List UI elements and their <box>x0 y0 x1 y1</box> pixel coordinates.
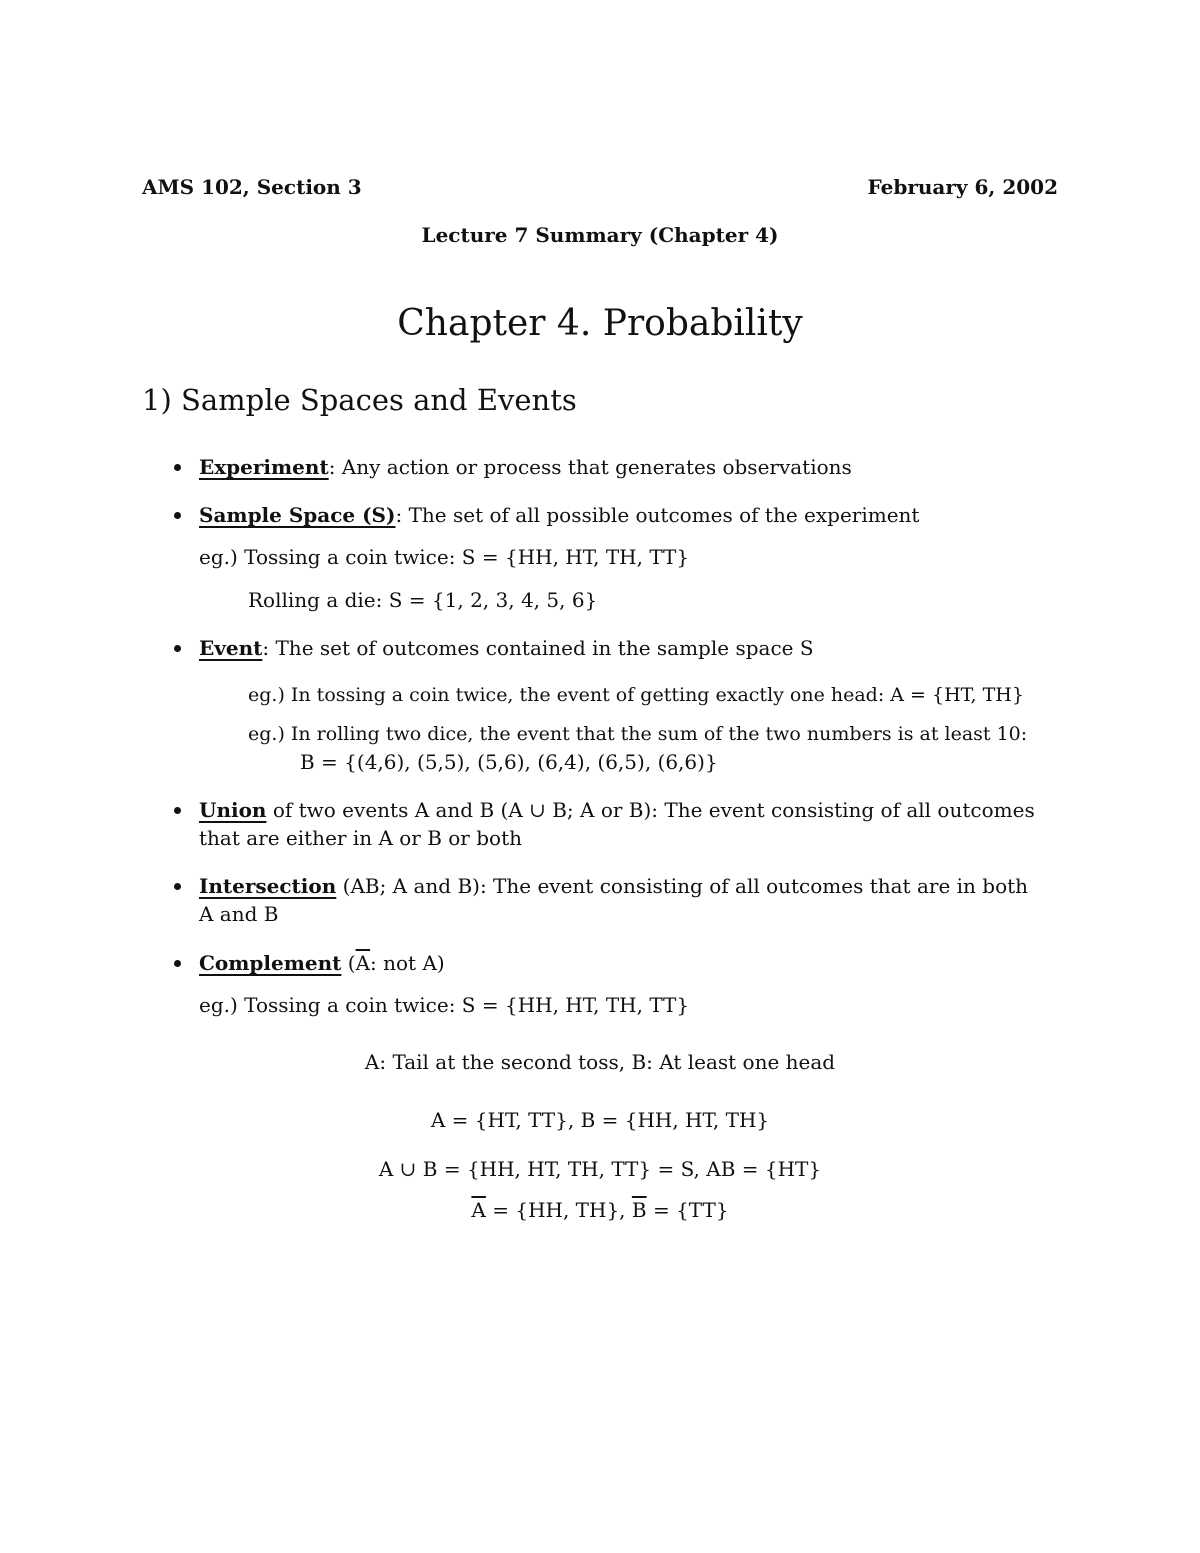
bullet-icon <box>174 512 181 519</box>
bullet-icon <box>174 883 181 890</box>
union-definition: of two events A and B (A ∪ B; A or B): The event consisting of all outcomes <box>266 798 1035 822</box>
item-complement <box>199 949 445 977</box>
item-experiment <box>199 453 852 481</box>
experiment-definition: : Any action or process that generates observations <box>328 455 852 479</box>
term-union: Union <box>199 798 267 822</box>
lecture-title: Lecture 7 Summary (Chapter 4) <box>421 223 779 247</box>
item-union <box>199 796 1035 824</box>
term-intersection: Intersection <box>199 874 337 898</box>
bullet-icon <box>174 645 181 652</box>
example-complements <box>0 1198 1200 1222</box>
complement-b-set: = {TT} <box>646 1198 729 1222</box>
example-event-definitions: A: Tail at the second toss, B: At least one head <box>364 1050 836 1074</box>
event-example-dice: eg.) In rolling two dice, the event that the sum of the two numbers is at least 10: <box>248 723 1028 745</box>
union-definition-cont: that are either in A or B or both <box>199 826 522 850</box>
term-experiment: Experiment <box>199 455 329 479</box>
sample-space-definition: : The set of all possible outcomes of the experiment <box>395 503 920 527</box>
complement-paren-open: ( <box>341 951 356 975</box>
bullet-icon <box>174 807 181 814</box>
intersection-definition-cont: A and B <box>199 902 279 926</box>
complement-a-set: = {HH, TH}, <box>485 1198 632 1222</box>
complement-example-coin: eg.) Tossing a coin twice: S = {HH, HT, TH, TT} <box>199 993 690 1017</box>
example-union-intersection: A ∪ B = {HH, HT, TH, TT} = S, AB = {HT} <box>378 1157 822 1181</box>
complement-a-symbol: $\overline{A}$ <box>471 1198 486 1222</box>
sample-space-example-die: Rolling a die: S = {1, 2, 3, 4, 5, 6} <box>248 588 598 612</box>
term-event: Event <box>199 636 263 660</box>
complement-definition: : not A) <box>370 951 445 975</box>
item-sample-space <box>199 501 919 529</box>
event-definition: : The set of outcomes contained in the sample space S <box>262 636 814 660</box>
term-complement: Complement <box>199 951 342 975</box>
chapter-title: Chapter 4. Probability <box>397 303 803 344</box>
date-label: February 6, 2002 <box>867 175 1058 199</box>
complement-b-symbol: $\overline{B}$ <box>631 1198 647 1222</box>
section-title: 1) Sample Spaces and Events <box>142 383 577 417</box>
course-label: AMS 102, Section 3 <box>142 175 362 199</box>
event-example-dice-set: B = {(4,6), (5,5), (5,6), (6,4), (6,5), (6,6)} <box>300 750 718 774</box>
bullet-icon <box>174 960 181 967</box>
intersection-definition: (AB; A and B): The event consisting of all outcomes that are in both <box>336 874 1029 898</box>
example-event-sets: A = {HT, TT}, B = {HH, HT, TH} <box>430 1108 770 1132</box>
term-sample-space: Sample Space (S) <box>199 503 396 527</box>
item-event <box>199 634 814 662</box>
event-example-coin: eg.) In tossing a coin twice, the event of getting exactly one head: A = {HT, TH} <box>248 684 1024 706</box>
complement-symbol: $\overline{A}$ <box>355 951 371 975</box>
item-intersection <box>199 872 1028 900</box>
sample-space-example-coin: eg.) Tossing a coin twice: S = {HH, HT, TH, TT} <box>199 545 690 569</box>
bullet-icon <box>174 464 181 471</box>
